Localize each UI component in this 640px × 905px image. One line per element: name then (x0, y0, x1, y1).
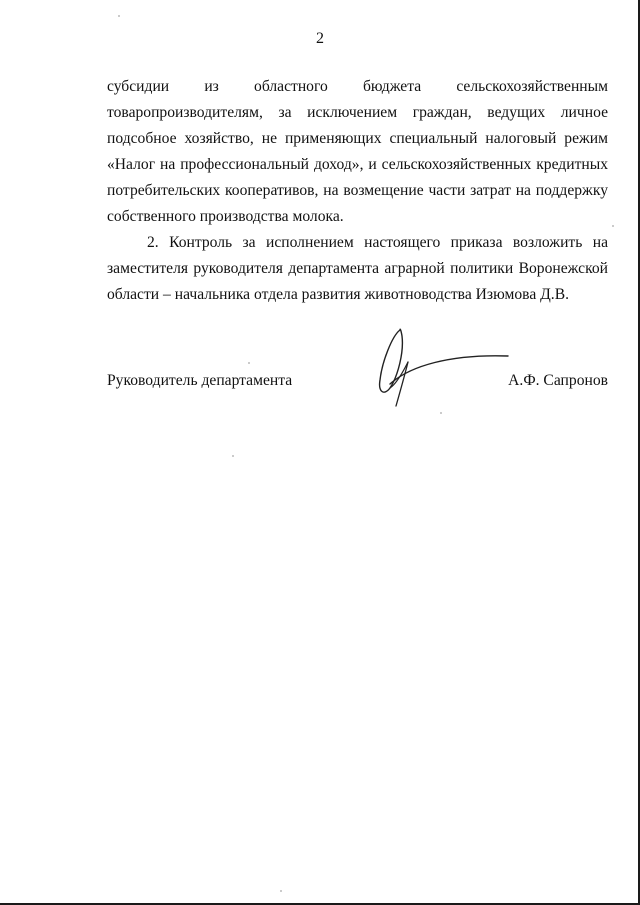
scan-speck (280, 890, 282, 892)
paragraph-control-clause: 2. Контроль за исполнением настоящего приказа возложить на заместителя руководителя департамента аграрной политики Воронежской области – начальника отдела развития животноводства Изюмова Д.В. (107, 234, 608, 303)
scan-speck (440, 412, 442, 414)
scan-speck (248, 362, 250, 364)
paragraph-continuation: субсидии из областного бюджета сельскохозяйственным товаропроизводителям, за исключением граждан, ведущих личное подсобное хозяйство, не применяющих специальный налоговый режим «Налог на профессиональный доход», и сельскохозяйственных кредитных потребительских кооперативов, на возмещение части затрат на поддержку собственного производства молока. (107, 78, 608, 225)
signatory-name: А.Ф. Сапронов (508, 372, 608, 389)
scan-speck (612, 225, 614, 227)
signature-block (107, 368, 608, 394)
handwritten-signature-icon (360, 322, 520, 412)
page-number: 2 (316, 30, 324, 47)
signatory-title: Руководитель департамента (107, 372, 293, 389)
scan-speck (232, 455, 234, 457)
scan-speck (118, 15, 120, 17)
